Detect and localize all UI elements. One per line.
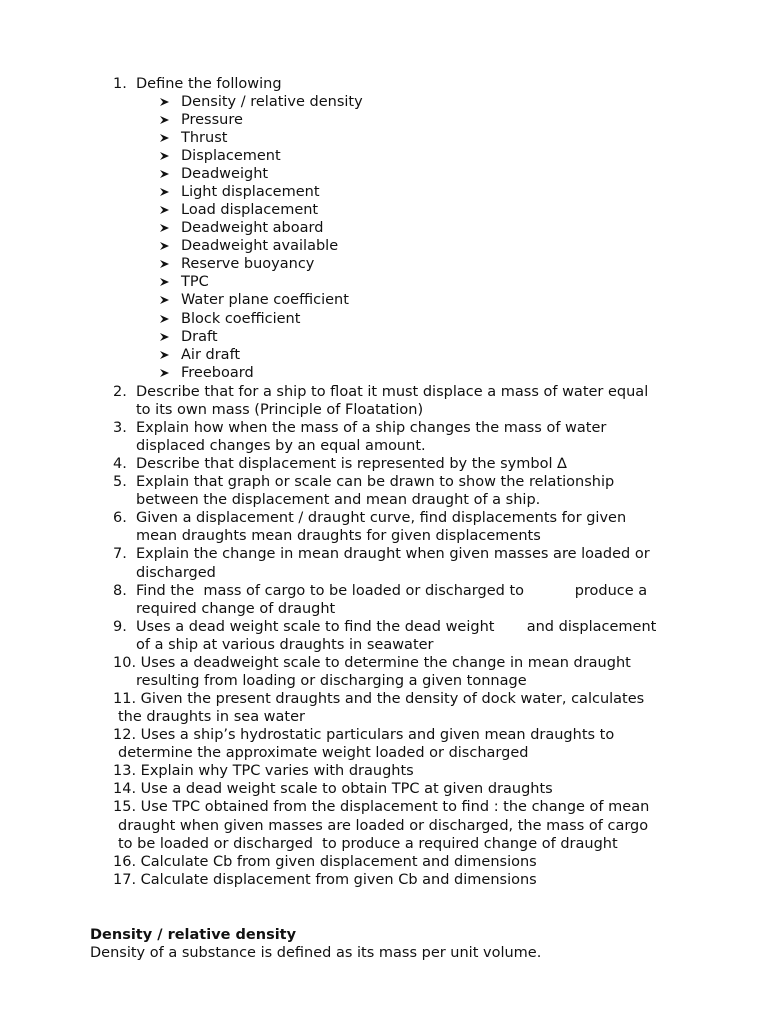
arrow-bullet-icon	[159, 364, 171, 382]
sub-list-item: Pressure	[181, 112, 243, 128]
list-item-text: Find the mass of cargo to be loaded or discharged to produce a	[136, 583, 648, 599]
list-item-text: 12. Uses a ship’s hydrostatic particulars and given mean draughts to	[113, 727, 615, 743]
arrow-bullet-icon	[159, 201, 171, 219]
list-number: 7.	[113, 546, 127, 562]
list-item-text: displaced changes by an equal amount.	[136, 438, 426, 454]
list-number: 1.	[113, 76, 127, 92]
list-item-text: determine the approximate weight loaded or discharged	[118, 745, 529, 761]
arrow-bullet-icon	[159, 237, 171, 255]
list-item-text: draught when given masses are loaded or discharged, the mass of cargo	[118, 818, 649, 834]
arrow-bullet-icon	[159, 93, 171, 111]
arrow-bullet-icon	[159, 328, 171, 346]
list-item-text: of a ship at various draughts in seawater	[136, 637, 434, 653]
sub-list-item: Deadweight	[181, 166, 269, 182]
sub-list-item: Deadweight available	[181, 238, 339, 254]
sub-list-item: TPC	[181, 274, 209, 290]
arrow-bullet-icon	[159, 147, 171, 165]
list-item-text: Define the following	[136, 76, 282, 92]
list-number: 8.	[113, 583, 127, 599]
list-number: 3.	[113, 420, 127, 436]
list-item-text: 14. Use a dead weight scale to obtain TPC at given draughts	[113, 781, 553, 797]
sub-list-item: Light displacement	[181, 184, 320, 200]
list-item-text: mean draughts mean draughts for given displacements	[136, 528, 541, 544]
list-number: 4.	[113, 456, 127, 472]
sub-list-item: Density / relative density	[181, 94, 363, 110]
section-heading: Density / relative density	[90, 927, 297, 943]
list-number: 6.	[113, 510, 127, 526]
list-item-text: Given a displacement / draught curve, find displacements for given	[136, 510, 627, 526]
section-body: Density of a substance is defined as its mass per unit volume.	[90, 945, 542, 961]
list-item-text: Explain how when the mass of a ship changes the mass of water	[136, 420, 607, 436]
list-item-text: discharged	[136, 565, 216, 581]
sub-list-item: Displacement	[181, 148, 281, 164]
sub-list-item: Deadweight aboard	[181, 220, 324, 236]
list-item-text: 13. Explain why TPC varies with draughts	[113, 763, 414, 779]
list-item-text: the draughts in sea water	[118, 709, 305, 725]
arrow-bullet-icon	[159, 165, 171, 183]
arrow-bullet-icon	[159, 111, 171, 129]
list-item-text: 15. Use TPC obtained from the displacement to find : the change of mean	[113, 799, 650, 815]
list-number: 5.	[113, 474, 127, 490]
list-item-text: Describe that displacement is represented by the symbol ∆	[136, 456, 567, 472]
arrow-bullet-icon	[159, 129, 171, 147]
list-item-text: 17. Calculate displacement from given Cb and dimensions	[113, 872, 537, 888]
arrow-bullet-icon	[159, 310, 171, 328]
arrow-bullet-icon	[159, 183, 171, 201]
list-number: 9.	[113, 619, 127, 635]
list-item-text: to be loaded or discharged to produce a required change of draught	[118, 836, 618, 852]
sub-list-item: Reserve buoyancy	[181, 256, 315, 272]
arrow-bullet-icon	[159, 273, 171, 291]
list-item-text: Explain the change in mean draught when given masses are loaded or	[136, 546, 650, 562]
list-item-text: 11. Given the present draughts and the density of dock water, calculates	[113, 691, 645, 707]
list-number: 2.	[113, 384, 127, 400]
list-item-text: required change of draught	[136, 601, 336, 617]
sub-list-item: Freeboard	[181, 365, 254, 381]
list-item-text: between the displacement and mean draught of a ship.	[136, 492, 541, 508]
list-item-text: 16. Calculate Cb from given displacement and dimensions	[113, 854, 537, 870]
sub-list-item: Thrust	[181, 130, 228, 146]
list-item-text: Explain that graph or scale can be drawn to show the relationship	[136, 474, 615, 490]
sub-list-item: Load displacement	[181, 202, 319, 218]
list-item-text: Uses a dead weight scale to find the dead weight and displacement	[136, 619, 657, 635]
list-item-text: Describe that for a ship to float it must displace a mass of water equal	[136, 384, 649, 400]
list-item-text: to its own mass (Principle of Floatation)	[136, 402, 424, 418]
list-item-text: resulting from loading or discharging a given tonnage	[136, 673, 527, 689]
arrow-bullet-icon	[159, 255, 171, 273]
arrow-bullet-icon	[159, 219, 171, 237]
arrow-bullet-icon	[159, 291, 171, 309]
arrow-bullet-icon	[159, 346, 171, 364]
sub-list-item: Water plane coefficient	[181, 292, 349, 308]
sub-list-item: Block coefficient	[181, 311, 301, 327]
sub-list-item: Draft	[181, 329, 218, 345]
list-item-text: 10. Uses a deadweight scale to determine the change in mean draught	[113, 655, 631, 671]
sub-list-item: Air draft	[181, 347, 241, 363]
